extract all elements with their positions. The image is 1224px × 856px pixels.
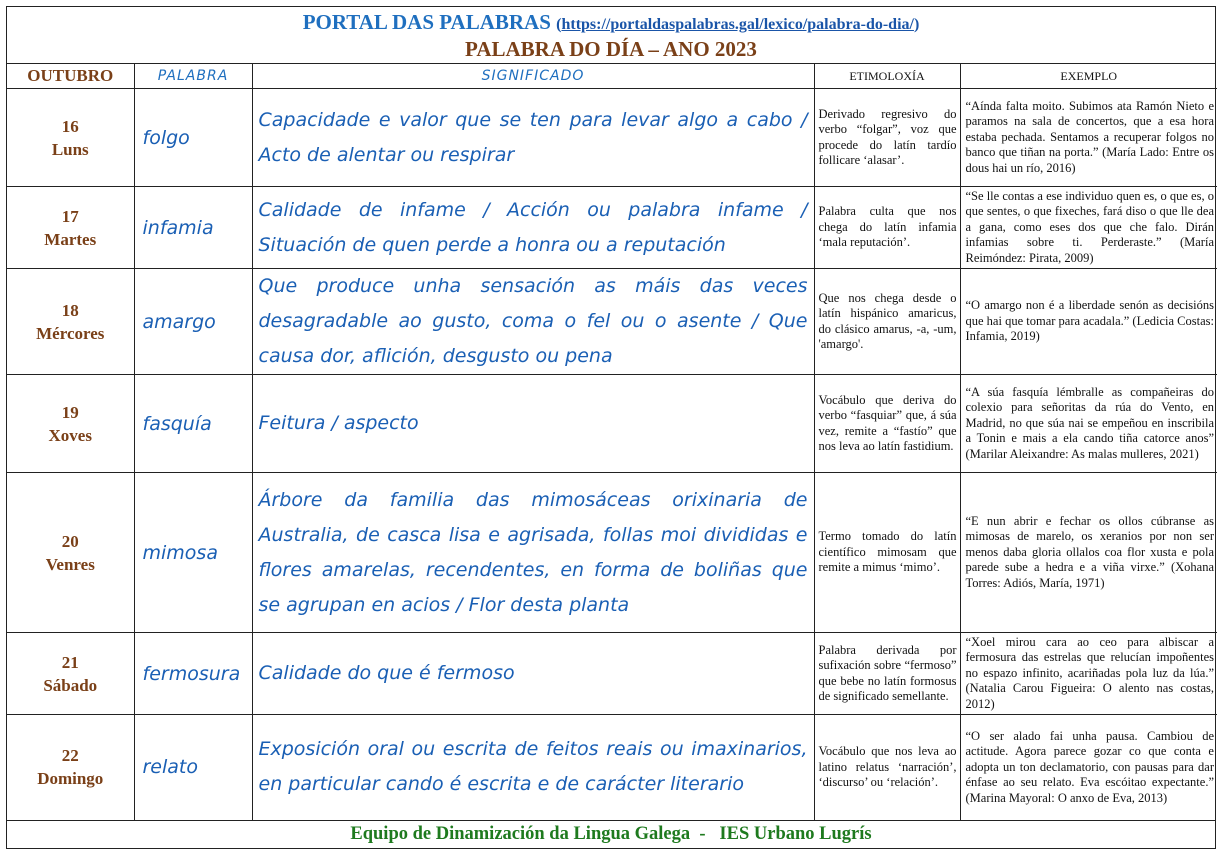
word-cell: fermosura [134,633,252,715]
weekday: Domingo [37,769,104,789]
day-cell [7,187,134,269]
etymology-cell: Que nos chega desde o latín hispánico amaricus, do clásico amarus, -a, -um, 'amargo'. [814,269,960,375]
example-cell: “O amargo non é a liberdade senón as decisións que hai que tomar para acadala.” (Ledicia Costas: Infamia, 2019) [960,269,1217,375]
day-cell [7,715,134,820]
table-row [7,187,1217,269]
etymology-cell: Vocábulo que deriva do verbo “fasquiar” que, á súa vez, remite a “fastío” que nos leva ao latín fastidium. [814,375,960,473]
portal-name: PORTAL DAS PALABRAS [302,10,551,34]
col-header-example: EXEMPLO [960,64,1217,89]
meaning-cell: Que produce unha sensación as máis das veces desagradable ao gusto, coma o fel ou o asente / Que causa dor, aflición, desgusto ou pena [252,269,814,375]
day-number: 20 [61,531,79,551]
meaning-cell: Feitura / aspecto [252,375,814,473]
day-number: 21 [61,652,79,672]
example-cell: “Aínda falta moito. Subimos ata Ramón Nieto e paramos na sala de concertos, que a esa hora estaba pechada. Sentamos a recuperar folgos no banco que tiñan na porta.” (María Lado: Entre os dous hai un río, 2016) [960,89,1217,187]
weekday: Venres [45,554,95,574]
table-row [7,633,1217,715]
meaning-cell: Calidade de infame / Acción ou palabra infame / Situación de quen perde a honra ou a reputación [252,187,814,269]
day-cell [7,473,134,633]
header-line-1: PORTAL DAS PALABRAS (https://portaldaspalabras.gal/lexico/palabra-do-dia/) [302,10,920,34]
etymology-cell: Vocábulo que nos leva ao latino relatus ‘narración’, ‘discurso’ ou ‘relación’. [814,715,960,820]
day-number: 16 [61,116,79,136]
word-cell: folgo [134,89,252,187]
etymology-cell: Termo tomado do latín científico mimosam que remite a mimus ‘mimo’. [814,473,960,633]
meaning-cell: Capacidade e valor que se ten para levar algo a cabo / Acto de alentar ou respirar [252,89,814,187]
weekday: Mércores [36,323,105,343]
weekday: Luns [51,139,89,159]
meaning-cell: Exposición oral ou escrita de feitos reais ou imaxinarios, en particular cando é escrita e de carácter literario [252,715,814,820]
day-number: 17 [61,206,79,226]
col-header-word: PALABRA [134,64,252,89]
words-table [7,64,1217,820]
sheet-header [7,7,1215,64]
example-cell: “Xoel mirou cara ao ceo para albiscar a fermosura das estrelas que relucían impoñentes no espazo infinito, acariñadas pola luz da lúa.” (Natalia Carou Figueira: O alento nas costas, 2012) [960,633,1217,715]
word-cell: infamia [134,187,252,269]
table-row [7,269,1217,375]
day-cell [7,89,134,187]
page-title: PALABRA DO DÍA – ANO 2023 [465,37,757,61]
weekday: Martes [44,229,97,249]
day-cell [7,269,134,375]
day-number: 22 [61,746,79,766]
day-cell [7,375,134,473]
meaning-cell: Calidade do que é fermoso [252,633,814,715]
table-row [7,715,1217,820]
etymology-cell: Palabra culta que nos chega do latín infamia ‘mala reputación’. [814,187,960,269]
col-header-month: OUTUBRO [7,64,134,89]
table-header-row [7,64,1217,89]
col-header-meaning: SIGNIFICADO [252,64,814,89]
word-cell: mimosa [134,473,252,633]
day-cell [7,633,134,715]
meaning-cell: Árbore da familia das mimosáceas orixinaria de Australia, de casca lisa e agrisada, follas moi divididas e flores amarelas, recendentes, en forma de boliñas que se agrupan en acios / Flor desta planta [252,473,814,633]
example-cell: “E nun abrir e fechar os ollos cúbranse as mimosas de marelo, os xeranios por non ser menos daba gloria ollalos coa flor xusta e pola parede sube a hedra e a viña virxe.” (Xohana Torres: Adiós, María, 1971) [960,473,1217,633]
weekday: Xoves [48,425,92,445]
portal-url-link[interactable]: https://portaldaspalabras.gal/lexico/palabra-do-dia/ [561,16,914,33]
example-cell: “Se lle contas a ese individuo quen es, o que es, o que sentes, o que fixeches, fará diso o que lle dea a gana, como eses dos que che falo. Dirán infamias sobre ti. Perderaste.” (María Reimóndez: Pirata, 2009) [960,187,1217,269]
table-row [7,375,1217,473]
etymology-cell: Derivado regresivo do verbo “folgar”, voz que procede do latín tardío follicare ‘alasar’. [814,89,960,187]
word-of-the-day-sheet [6,6,1216,849]
day-number: 19 [61,402,79,422]
word-cell: amargo [134,269,252,375]
example-cell: “O ser alado fai unha pausa. Cambiou de actitude. Agora parece gozar co que conta e adopta un ton declamatorio, con pausas para dar énfase ao seu relato. Eva escóitao expectante.” (Marina Mayoral: O anxo de Eva, 2013) [960,715,1217,820]
etymology-cell: Palabra derivada por sufixación sobre “fermoso” que bebe no latín formosus de significado semellante. [814,633,960,715]
word-cell: fasquía [134,375,252,473]
word-cell: relato [134,715,252,820]
table-row [7,473,1217,633]
col-header-etymology: ETIMOLOXÍA [814,64,960,89]
example-cell: “A súa fasquía lémbralle as compañeiras do colexio para señoritas da rúa do Vento, en Madrid, no que súa nai se empeñou en inscribila a Tonin e mais a ela cando tiña catorce anos” (Marilar Aleixandre: As malas mulleres, 2021) [960,375,1217,473]
footer-credit: Equipo de Dinamización da Lingua Galega - IES Urbano Lugrís [7,820,1215,848]
day-number: 18 [61,300,79,320]
table-row [7,89,1217,187]
weekday: Sábado [43,675,98,695]
